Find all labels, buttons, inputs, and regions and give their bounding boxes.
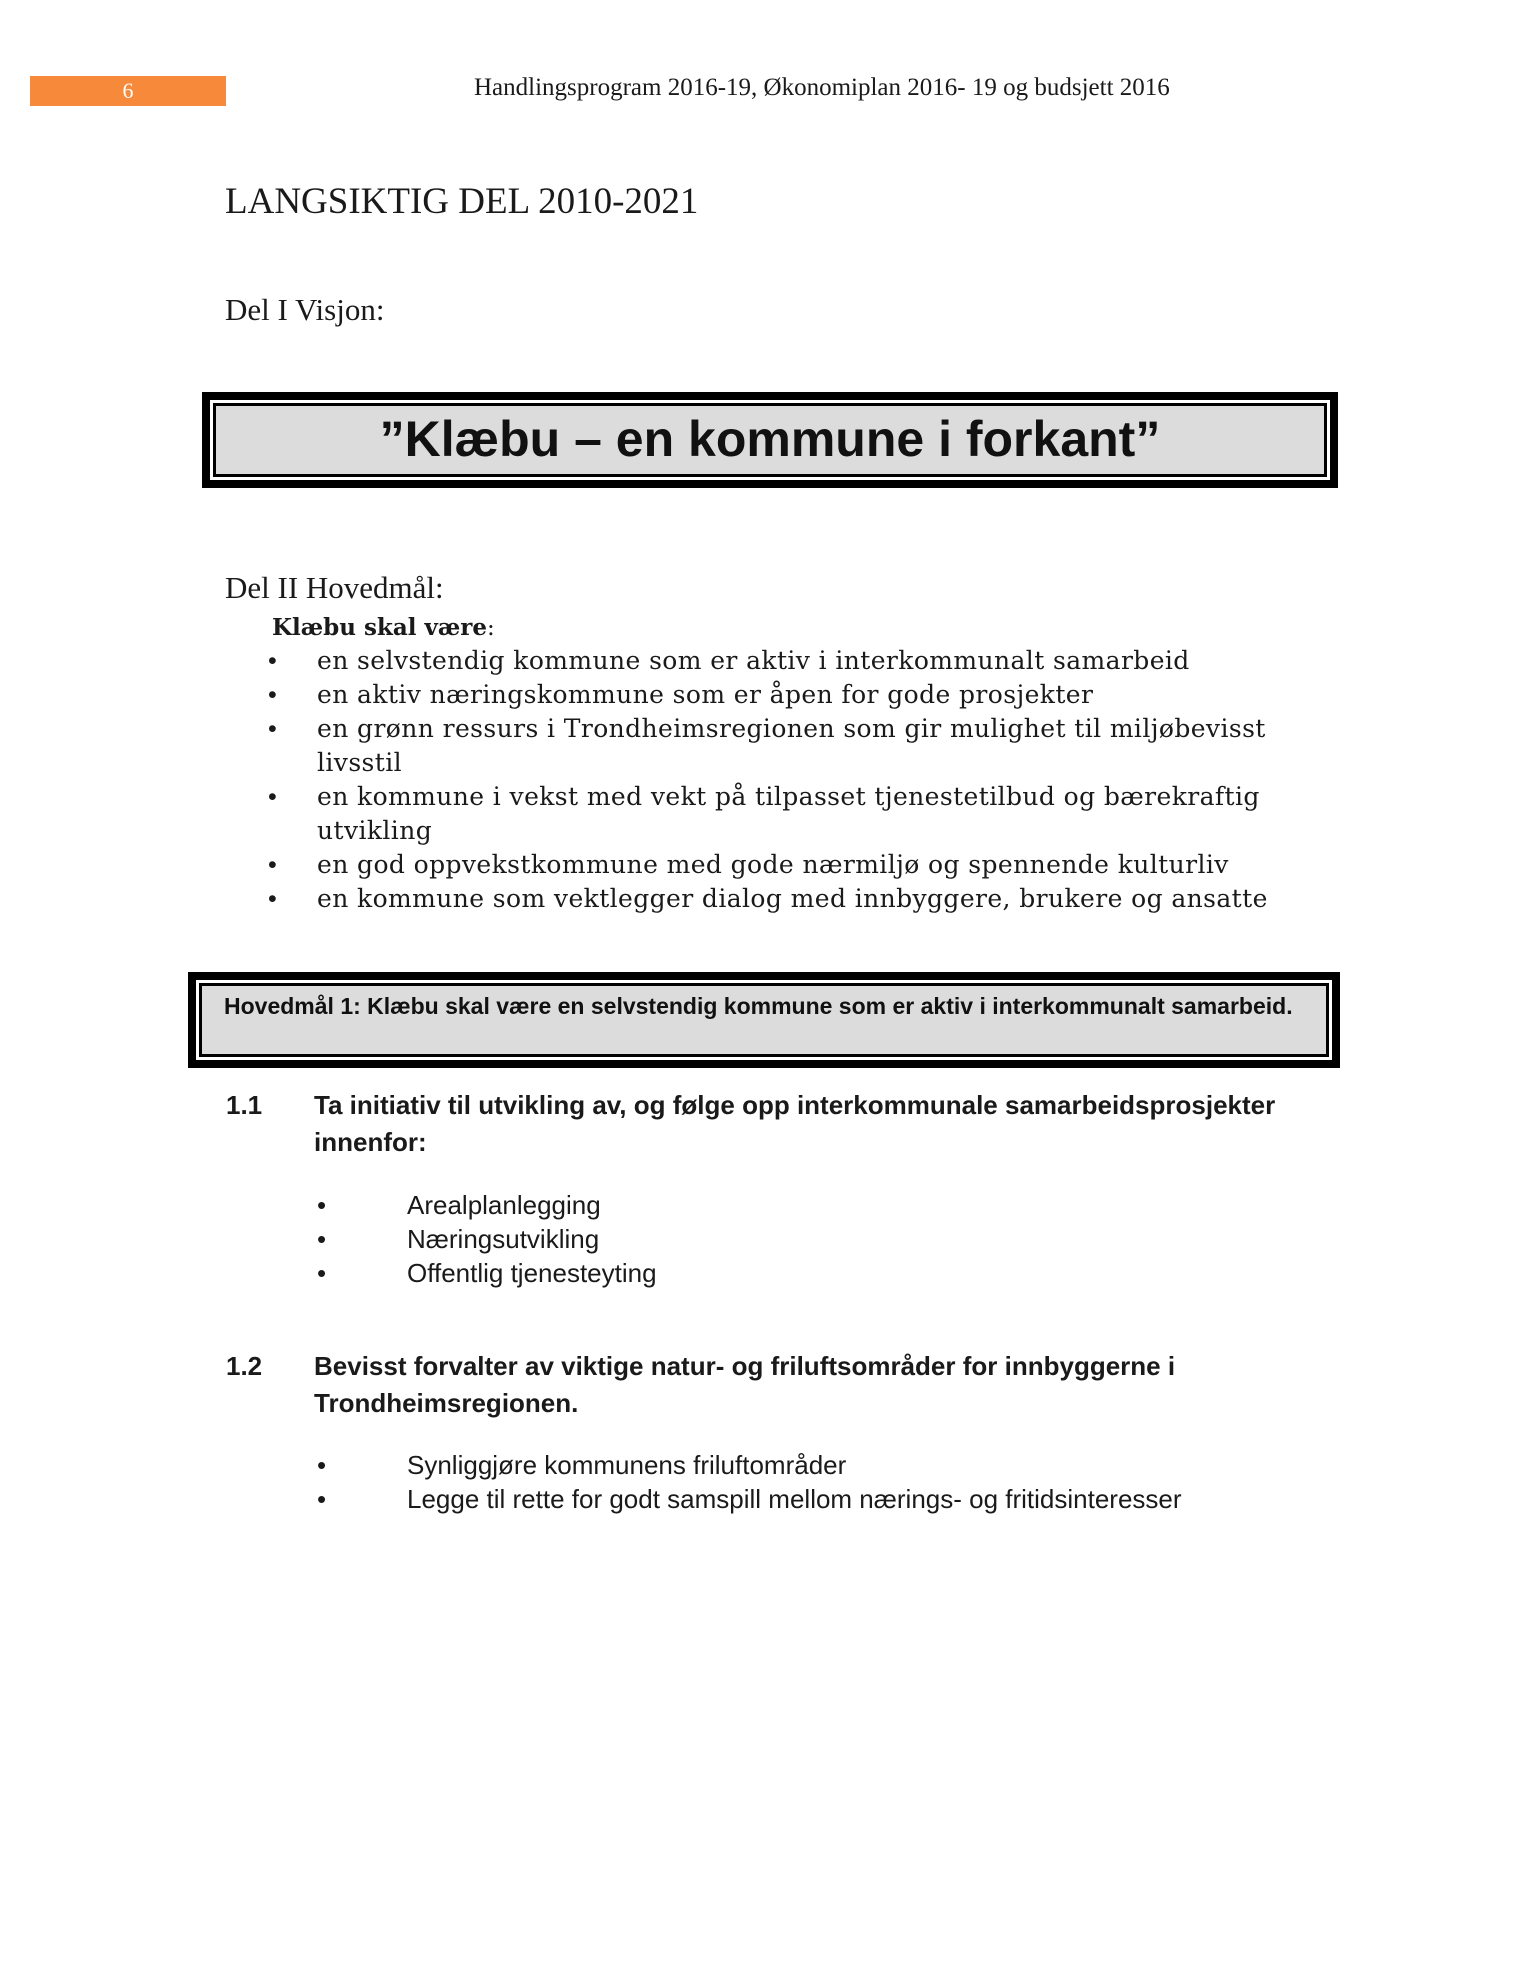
main-goal-item: • en kommune i vekst med vekt på tilpasset tjenestetilbud og bærekraftig utvikling (268, 780, 1298, 848)
main-goal-item: • en grønn ressurs i Trondheimsregionen som gir mulighet til miljøbevisst livsstil (268, 712, 1298, 780)
subgoal-list (317, 1188, 657, 1290)
main-goals-intro-suffix: : (487, 615, 495, 641)
vision-heading: Del I Visjon: (225, 292, 385, 327)
vision-statement: ”Klæbu – en kommune i forkant” (379, 411, 1161, 467)
subgoal-list (317, 1448, 1182, 1516)
main-goal-item: • en kommune som vektlegger dialog med innbyggere, brukere og ansatte (268, 882, 1298, 916)
vision-box (202, 392, 1338, 488)
subgoal-title: Ta initiativ til utvikling av, og følge opp interkommunale samarbeidsprosjekter innenfor: (314, 1090, 1276, 1157)
main-goals-heading: Del II Hovedmål: (225, 570, 444, 605)
main-goal-item: • en god oppvekstkommune med gode nærmiljø og spennende kulturliv (268, 848, 1298, 882)
main-goals-intro-bold: Klæbu skal være (272, 614, 488, 641)
main-goals-list (268, 644, 1298, 916)
subgoal-item: • Arealplanlegging (317, 1188, 657, 1222)
main-goals-intro (272, 614, 495, 641)
goal1-statement: Hovedmål 1: Klæbu skal være en selvstendig kommune som er aktiv i interkommunalt samarbeid. (224, 993, 1293, 1019)
running-header: Handlingsprogram 2016-19, Økonomiplan 2016- 19 og budsjett 2016 (474, 74, 1170, 101)
subgoal-item: • Næringsutvikling (317, 1222, 657, 1256)
page-number-tab (30, 76, 226, 106)
subgoal-item: • Synliggjøre kommunens friluftområder (317, 1448, 1182, 1482)
goal1-box (188, 972, 1340, 1068)
main-goal-item: • en selvstendig kommune som er aktiv i interkommunalt samarbeid (268, 644, 1298, 678)
document-title: LANGSIKTIG DEL 2010-2021 (225, 181, 699, 222)
subgoal-item: • Offentlig tjenesteyting (317, 1256, 657, 1290)
main-goal-item: • en aktiv næringskommune som er åpen for gode prosjekter (268, 678, 1298, 712)
subgoal-item: • Legge til rette for godt samspill mellom nærings- og fritidsinteresser (317, 1482, 1182, 1516)
page-number: 6 (122, 78, 134, 103)
subgoal-number: 1.2 (226, 1351, 263, 1381)
subgoal-title: Bevisst forvalter av viktige natur- og friluftsområder for innbyggerne i Trondheimsregionen. (314, 1351, 1176, 1418)
subgoal-number: 1.1 (226, 1090, 263, 1120)
